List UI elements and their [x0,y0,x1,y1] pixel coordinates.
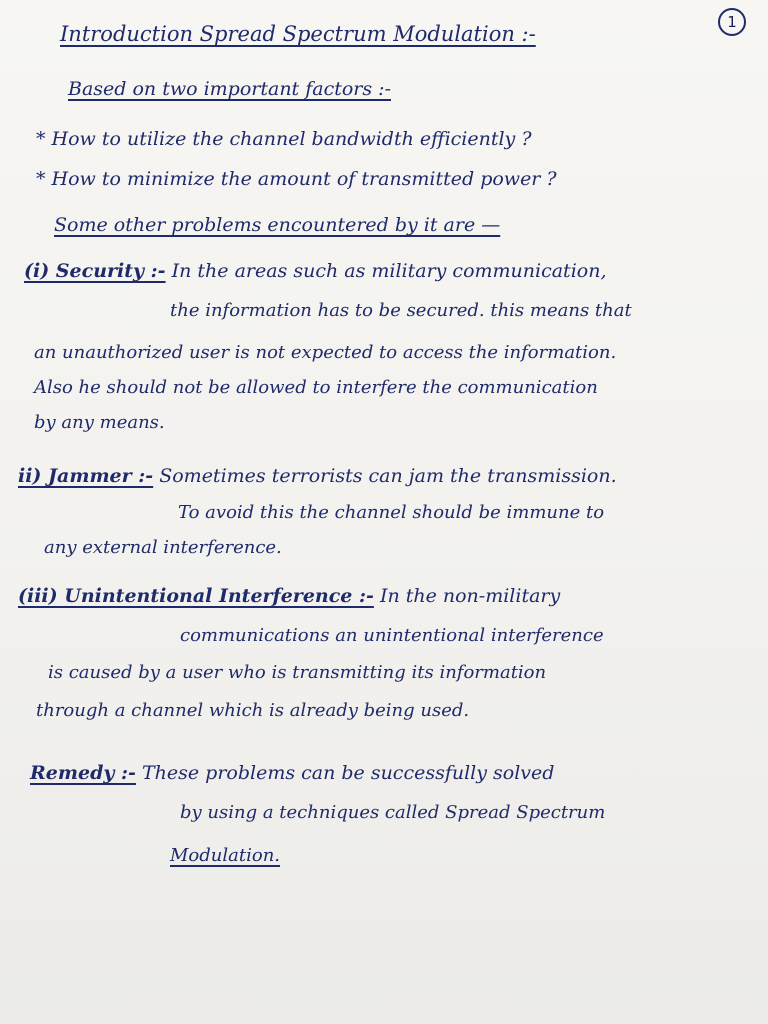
bullet-power: * How to minimize the amount of transmitted power ? [36,168,557,190]
jammer-line-1: Sometimes terrorists can jam the transmission. [159,465,617,487]
security-heading-line [24,260,606,282]
security-line-2: the information has to be secured. this means that [170,300,632,321]
jammer-heading-line [18,465,617,487]
security-line-5: by any means. [34,412,165,433]
page-number: 1 [718,8,746,36]
security-label: (i) Security :- [24,260,166,282]
interference-line-1: In the non-military [379,585,561,607]
remedy-line-1: These problems can be successfully solved [141,762,555,784]
interference-line-4: through a channel which is already being used. [36,700,470,721]
remedy-line-3: Modulation. [170,845,281,866]
jammer-line-3: any external interference. [44,537,282,558]
security-line-4: Also he should not be allowed to interfere the communication [34,377,598,398]
interference-line-2: communications an unintentional interference [180,625,604,646]
jammer-line-2: To avoid this the channel should be immune to [178,502,605,523]
page-title: Introduction Spread Spectrum Modulation :- [60,22,536,46]
security-line-3: an unauthorized user is not expected to access the information. [34,342,617,363]
remedy-line-2: by using a techniques called Spread Spectrum [180,802,606,823]
interference-heading-line [18,585,560,607]
remedy-heading-line [30,762,554,784]
subtitle: Based on two important factors :- [68,78,391,100]
remedy-label: Remedy :- [30,762,136,784]
interference-label: (iii) Unintentional Interference :- [18,585,374,607]
interference-line-3: is caused by a user who is transmitting its information [48,662,547,683]
problems-intro: Some other problems encountered by it are — [54,214,501,236]
jammer-label: ii) Jammer :- [18,465,154,487]
security-line-1: In the areas such as military communication, [171,260,607,282]
bullet-bandwidth: * How to utilize the channel bandwidth efficiently ? [36,128,532,150]
